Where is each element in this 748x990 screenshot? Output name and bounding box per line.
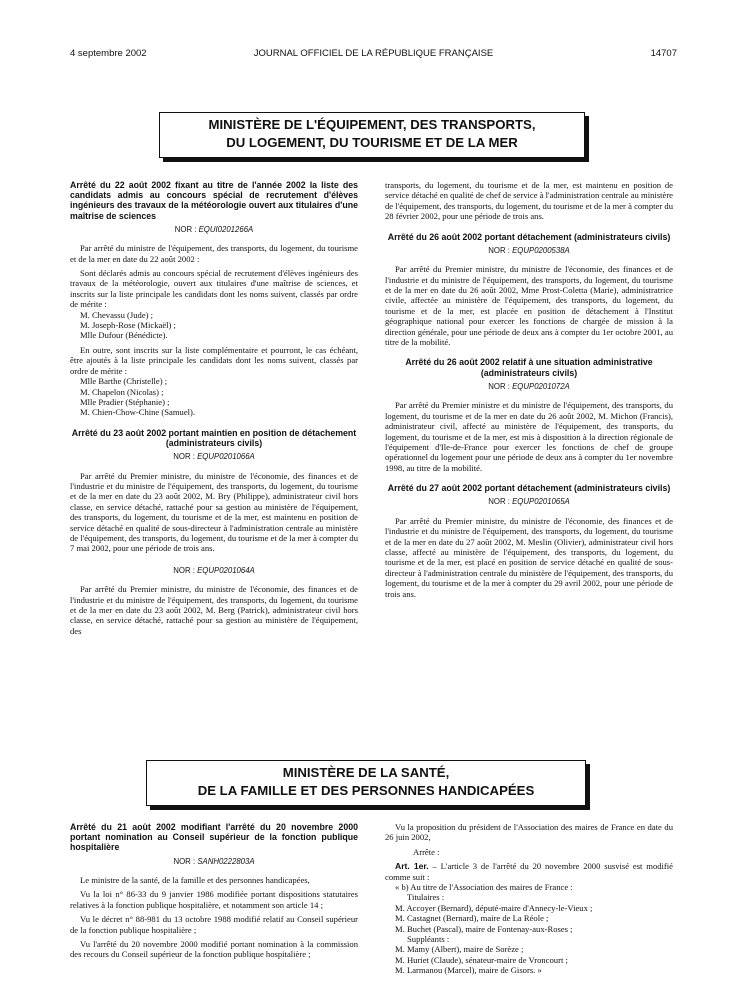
column-left-top — [70, 180, 358, 636]
nor-code: EQUP0201072A — [512, 381, 570, 391]
ministry-heading-sante — [146, 760, 586, 806]
ministry-heading-line: MINISTÈRE DE LA SANTÉ, — [282, 765, 450, 780]
paragraph: Par arrêté du Premier ministre, du ministre de l'économie, des finances et de l'industrie et du ministre de l'équipement, des transports, du logement, du tourisme et de la mer en date du 27 août 2002, M. Meslin (Olivier), administrateur civil hors classe, affecté au ministère de l'équipement, des transports, du logement, du tourisme et de la mer, est placé en position de service détaché en qualité de sous-directeur à l'administration centrale du ministère de l'équipement, des transports, du logement, du tourisme et de la mer à compter du 29 avril 2002, pour une période de trois ans. — [385, 515, 673, 599]
list-heading: Suppléants : — [407, 934, 450, 945]
column-right-bottom — [385, 822, 673, 976]
ministry-heading-line: DU LOGEMENT, DU TOURISME ET DE LA MER — [226, 135, 518, 150]
nor-reference: NOR : EQUP0201066A — [173, 452, 255, 462]
arrete-title: Arrêté du 22 août 2002 fixant au titre de l'année 2002 la liste des candidats admis au concours spécial de recrutement d'élèves ingénieurs des travaux de la météorologie ouvert aux titulaires d'une maîtrise de sciences — [70, 180, 358, 221]
list-item: M. Chevassu (Jude) ; — [80, 309, 154, 320]
paragraph: Sont déclarés admis au concours spécial de recrutement d'élèves ingénieurs des travaux de la météorologie, ouvert aux titulaires d'une maîtrise de sciences, et inscrits sur la liste principale les candidats dont les noms suivent, classés par ordre de mérite : — [70, 268, 358, 310]
list-item: M. Buchet (Pascal), maire de Fontenay-aux-Roses ; — [395, 923, 573, 934]
running-header — [70, 48, 677, 62]
nor-code: EQUP0200538A — [512, 245, 570, 255]
paragraph: Par arrêté du ministre de l'équipement, des transports, du logement, du tourisme et de la mer en date du 22 août 2002 : — [70, 243, 358, 264]
arrete-title: Arrêté du 26 août 2002 relatif à une situation administrative (administrateurs civils) — [405, 357, 653, 378]
nor-code: SANH0222803A — [197, 856, 255, 866]
arrete-title: Arrêté du 26 août 2002 portant détachement (administrateurs civils) — [387, 231, 671, 242]
paragraph: « b) Au titre de l'Association des maires de France : — [395, 882, 573, 893]
article-number: Art. 1er. — [395, 861, 429, 872]
paragraph: Vu la proposition du président de l'Association des maires de France en date du 26 juin 2002, — [385, 822, 673, 843]
list-item: M. Mamy (Albert), maire de Sorèze ; — [395, 944, 524, 955]
nor-code: EQUI0201266A — [198, 224, 254, 234]
page-number: 14707 — [650, 48, 677, 59]
ministry-heading-equipement — [159, 112, 585, 158]
nor-reference: NOR : EQUI0201266A — [174, 224, 254, 234]
nor-code: EQUP0201065A — [512, 497, 570, 507]
list-heading: Titulaires : — [407, 892, 445, 903]
column-left-bottom — [70, 822, 358, 960]
nor-reference: NOR : SANH0222803A — [173, 856, 255, 866]
paragraph: En outre, sont inscrits sur la liste complémentaire et pourront, le cas échéant, être ajoutés à la liste principale les candidats dont les noms suivent, classés par ordre de mérite : — [70, 344, 358, 376]
nor-code: EQUP0201066A — [197, 452, 255, 462]
article-paragraph: Art. 1er. – L'article 3 de l'arrêté du 20 novembre 2000 susvisé est modifié comme suit : — [385, 861, 673, 882]
paragraph: Par arrêté du Premier ministre, du ministre de l'économie, des finances et de l'industrie et du ministre de l'équipement, des transports, du logement, du tourisme et de la mer en date du 23 août 2002, M. Bry (Philippe), administrateur civil hors classe, en service détaché, rattaché pour sa gestion au ministère de l'équipement, des transports, du logement, du tourisme et de la mer, est maintenu en position de service détaché en qualité de sous-directeur à l'administration centrale au ministère de l'équipement, des transports, du logement, du tourisme et de la mer à compter du 7 mai 2002, pour une période de trois ans. — [70, 470, 358, 554]
ministry-heading-line: MINISTÈRE DE L'ÉQUIPEMENT, DES TRANSPORTS, — [208, 117, 536, 132]
list-item: Mlle Pradier (Stéphanie) ; — [80, 396, 170, 407]
paragraph: Le ministre de la santé, de la famille et des personnes handicapées, — [80, 875, 310, 886]
list-item: Mlle Barthe (Christelle) ; — [80, 376, 168, 387]
paragraph-continued: transports, du logement, du tourisme et de la mer, est maintenu en position de service détaché en qualité de chef de service à l'administration centrale au ministère de l'équipement, des transports, du logement, du tourisme et de la mer à compter du 28 février 2002, pour une période de trois ans. — [385, 180, 673, 222]
list-item: M. Accoyer (Bernard), député-maire d'Annecy-le-Vieux ; — [395, 902, 593, 913]
column-right-top — [385, 180, 673, 599]
list-item: Mlle Dufour (Bénédicte). — [80, 330, 168, 341]
journal-title: JOURNAL OFFICIEL DE LA RÉPUBLIQUE FRANÇAISE — [253, 48, 494, 59]
nor-reference: NOR : EQUP0201065A — [488, 497, 570, 507]
issue-date: 4 septembre 2002 — [70, 48, 147, 59]
arrete-formula: Arrête : — [413, 846, 440, 857]
paragraph: Vu la loi n° 86-33 du 9 janvier 1986 modifiée portant dispositions statutaires relatives à la fonction publique hospitalière, et notamment son article 14 ; — [70, 889, 358, 910]
paragraph: Par arrêté du Premier ministre, du ministre de l'économie, des finances et de l'industrie et du ministre de l'équipement, des transports, du logement, du tourisme et de la mer en date du 23 août 2002, M. Berg (Patrick), administrateur civil hors classe, en service détaché, rattaché pour sa gestion au ministère de l'équipement, des — [70, 584, 358, 636]
paragraph: Par arrêté du Premier ministre et du ministre de l'équipement, des transports, du logement, du tourisme et de la mer en date du 26 août 2002, M. Michon (Francis), administrateur civil, affecté au ministère de l'équipement, des transports, du logement, du tourisme et de la mer, est mis à disposition à la direction régionale de l'équipement d'Ile-de-France pour exercer les fonctions de chef de groupe opérationnel du logement pour une période de deux ans à compter du 1er novembre 1998, au titre de la mobilité. — [385, 400, 673, 473]
paragraph: Par arrêté du Premier ministre, du ministre de l'économie, des finances et de l'industrie et du ministre de l'équipement, des transports, du logement, du tourisme et de la mer en date du 26 août 2002, Mme Prost-Coletta (Marie), administratrice civile, affectée au ministère de l'équipement, des transports, du logement, du tourisme et de la mer, est placée en position de détachement à l'Institut géographique national pour exercer les fonctions de chargée de mission à la direction générale, pour une période de deux ans à compter du 1er octobre 2001, au titre de la mobilité. — [385, 264, 673, 348]
nor-reference: NOR : EQUP0201064A — [173, 565, 255, 575]
arrete-title: Arrêté du 21 août 2002 modifiant l'arrêté du 20 novembre 2000 portant nomination au Conseil supérieur de la fonction publique hospitalière — [70, 822, 358, 853]
paragraph: Vu l'arrêté du 20 novembre 2000 modifié portant nomination à la commission des recours du Conseil supérieur de la fonction publique hospitalière ; — [70, 939, 358, 960]
list-item: M. Castagnet (Bernard), maire de La Réole ; — [395, 913, 549, 924]
list-item: M. Chien-Chow-Chine (Samuel). — [80, 407, 196, 418]
list-item: M. Chapelon (Nicolas) ; — [80, 386, 164, 397]
arrete-title: Arrêté du 23 août 2002 portant maintien en position de détachement (administrateurs civils) — [71, 427, 357, 448]
ministry-heading-line: DE LA FAMILLE ET DES PERSONNES HANDICAPÉES — [197, 783, 535, 798]
list-item: M. Joseph-Rose (Mickaël) ; — [80, 320, 176, 331]
nor-code: EQUP0201064A — [197, 565, 255, 575]
nor-reference: NOR : EQUP0201072A — [488, 381, 570, 391]
arrete-title: Arrêté du 27 août 2002 portant détachement (administrateurs civils) — [387, 483, 671, 494]
paragraph: Vu le décret n° 88-981 du 13 octobre 1988 modifié relatif au Conseil supérieur de la fonction publique hospitalière ; — [70, 914, 358, 935]
list-item: M. Larmanou (Marcel), maire de Gisors. » — [395, 965, 542, 976]
list-item: M. Huriet (Claude), sénateur-maire de Vroncourt ; — [395, 954, 568, 965]
nor-reference: NOR : EQUP0200538A — [488, 245, 570, 255]
